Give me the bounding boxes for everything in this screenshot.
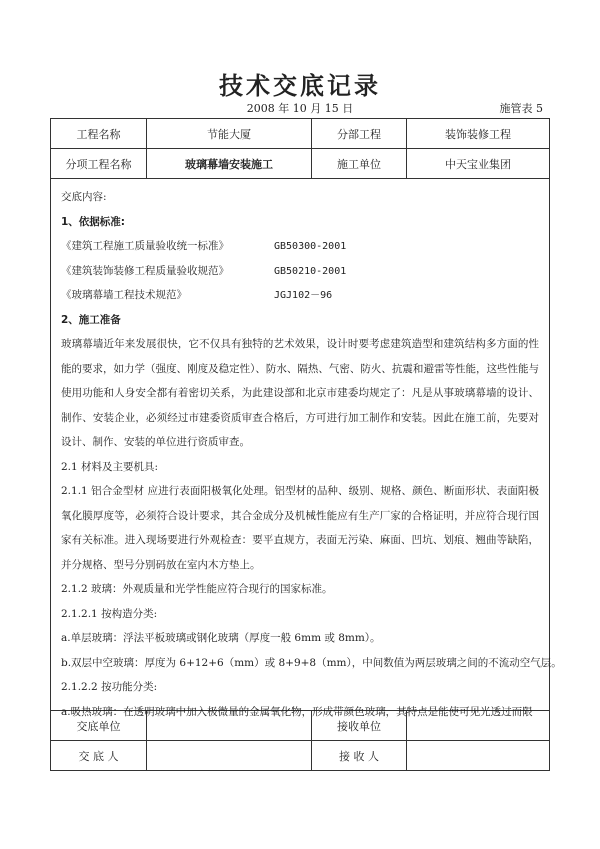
receiving-unit-label: 接收单位 bbox=[311, 711, 406, 740]
glass-paragraph: 2.1.2 玻璃：外观质量和光学性能应符合现行的国家标准。 bbox=[61, 583, 333, 595]
section-2-paragraph: 玻璃幕墙近年来发展很快，它不仅具有独特的艺术效果，设计时要考虑建筑造型和建筑结构多方面的性能的要求，如力学（强度、刚度及稳定性）、防水、隔热、气密、防火、抗震和避雷等性能，这些性能与使用功能和人身安全都有着密切关系，为此建设部和北京市建委均规定了：凡是从事玻璃幕墙的设计、制作、安装企业，必须经过市建委资质审查合格后，方可进行加工制作和安装。因此在施工前，先要对设计、制作、安装的单位进行资质审查。 bbox=[61, 338, 539, 448]
footer-row-persons bbox=[51, 741, 549, 770]
single-glass-item: a.单层玻璃：浮法平板玻璃或钢化玻璃（厚度一般 6mm 或 8mm）。 bbox=[61, 632, 381, 644]
info-row-subitem bbox=[51, 149, 549, 179]
footer-row-units bbox=[51, 711, 549, 741]
handover-person-label: 交 底 人 bbox=[78, 749, 119, 763]
info-row-project bbox=[51, 119, 549, 149]
heat-absorbing-glass-item: a.吸热玻璃：在透明玻璃中加入极微量的金属氧化物，形成带颜色玻璃，其特点是能使可见光透过而限 bbox=[61, 705, 533, 718]
subitem-label: 分项工程名称 bbox=[65, 157, 132, 171]
handover-content bbox=[51, 179, 562, 718]
double-glass-item: b.双层中空玻璃：厚度为 6+12+6（mm）或 8+9+8（mm），中间数值为两层玻璃之间的不流动空气层。 bbox=[61, 656, 562, 669]
standard-item bbox=[61, 259, 539, 284]
materials-heading: 2.1 材料及主要机具: bbox=[61, 460, 159, 473]
subitem-value: 玻璃幕墙安装施工 bbox=[146, 149, 311, 178]
glass-by-structure-heading: 2.1.2.1 按构造分类: bbox=[61, 607, 158, 620]
standard-code: GB50300-2001 bbox=[274, 241, 347, 252]
record-date: 2008 年 10 月 15 日 bbox=[246, 102, 354, 115]
division-value: 装饰装修工程 bbox=[406, 119, 549, 148]
division-label: 分部工程 bbox=[311, 119, 406, 148]
standard-name: 《建筑工程施工质量验收统一标准》 bbox=[61, 240, 229, 252]
standard-name: 《玻璃幕墙工程技术规范》 bbox=[61, 289, 187, 301]
standard-code: GB50210-2001 bbox=[274, 265, 347, 277]
page-title: 技术交底记录 bbox=[219, 71, 381, 100]
standard-code: JGJ102－96 bbox=[274, 290, 333, 301]
section-1-heading: 1、依据标准: bbox=[61, 215, 126, 228]
section-2-heading: 2、施工准备 bbox=[61, 313, 121, 326]
aluminum-profile-paragraph: 2.1.1 铝合金型材 应进行表面阳极氧化处理。铝型材的品种、级别、规格、颜色、断面形状、表面阳极氧化膜厚度等，必须符合设计要求，其合金成分及机械性能应有生产厂家的合格证明，并应符合现行国家有关标准。进入现场要进行外观检查：要平直规方，表面无污染、麻面、凹坑、划痕、翘曲等缺陷，并分规格、型号分别码放在室内木方垫上。 bbox=[61, 485, 539, 571]
standard-name: 《建筑装饰装修工程质量验收规范》 bbox=[61, 264, 229, 277]
project-name-value: 节能大厦 bbox=[146, 119, 311, 148]
record-table bbox=[50, 118, 562, 771]
project-name-label: 工程名称 bbox=[76, 127, 121, 141]
standard-item bbox=[61, 234, 539, 259]
content-intro: 交底内容: bbox=[61, 191, 107, 203]
contractor-value: 中天宝业集团 bbox=[406, 149, 549, 178]
form-number: 施管表 5 bbox=[499, 102, 543, 115]
receiving-unit-value bbox=[406, 711, 549, 740]
handover-person-value bbox=[146, 741, 311, 770]
handover-unit-value bbox=[146, 711, 311, 740]
handover-unit-label: 交底单位 bbox=[76, 719, 121, 733]
receiving-person-value bbox=[406, 741, 549, 770]
contractor-label: 施工单位 bbox=[311, 149, 406, 178]
standard-item bbox=[61, 283, 539, 308]
receiving-person-label: 接 收 人 bbox=[311, 741, 406, 770]
glass-by-function-heading: 2.1.2.2 按功能分类: bbox=[61, 681, 158, 693]
